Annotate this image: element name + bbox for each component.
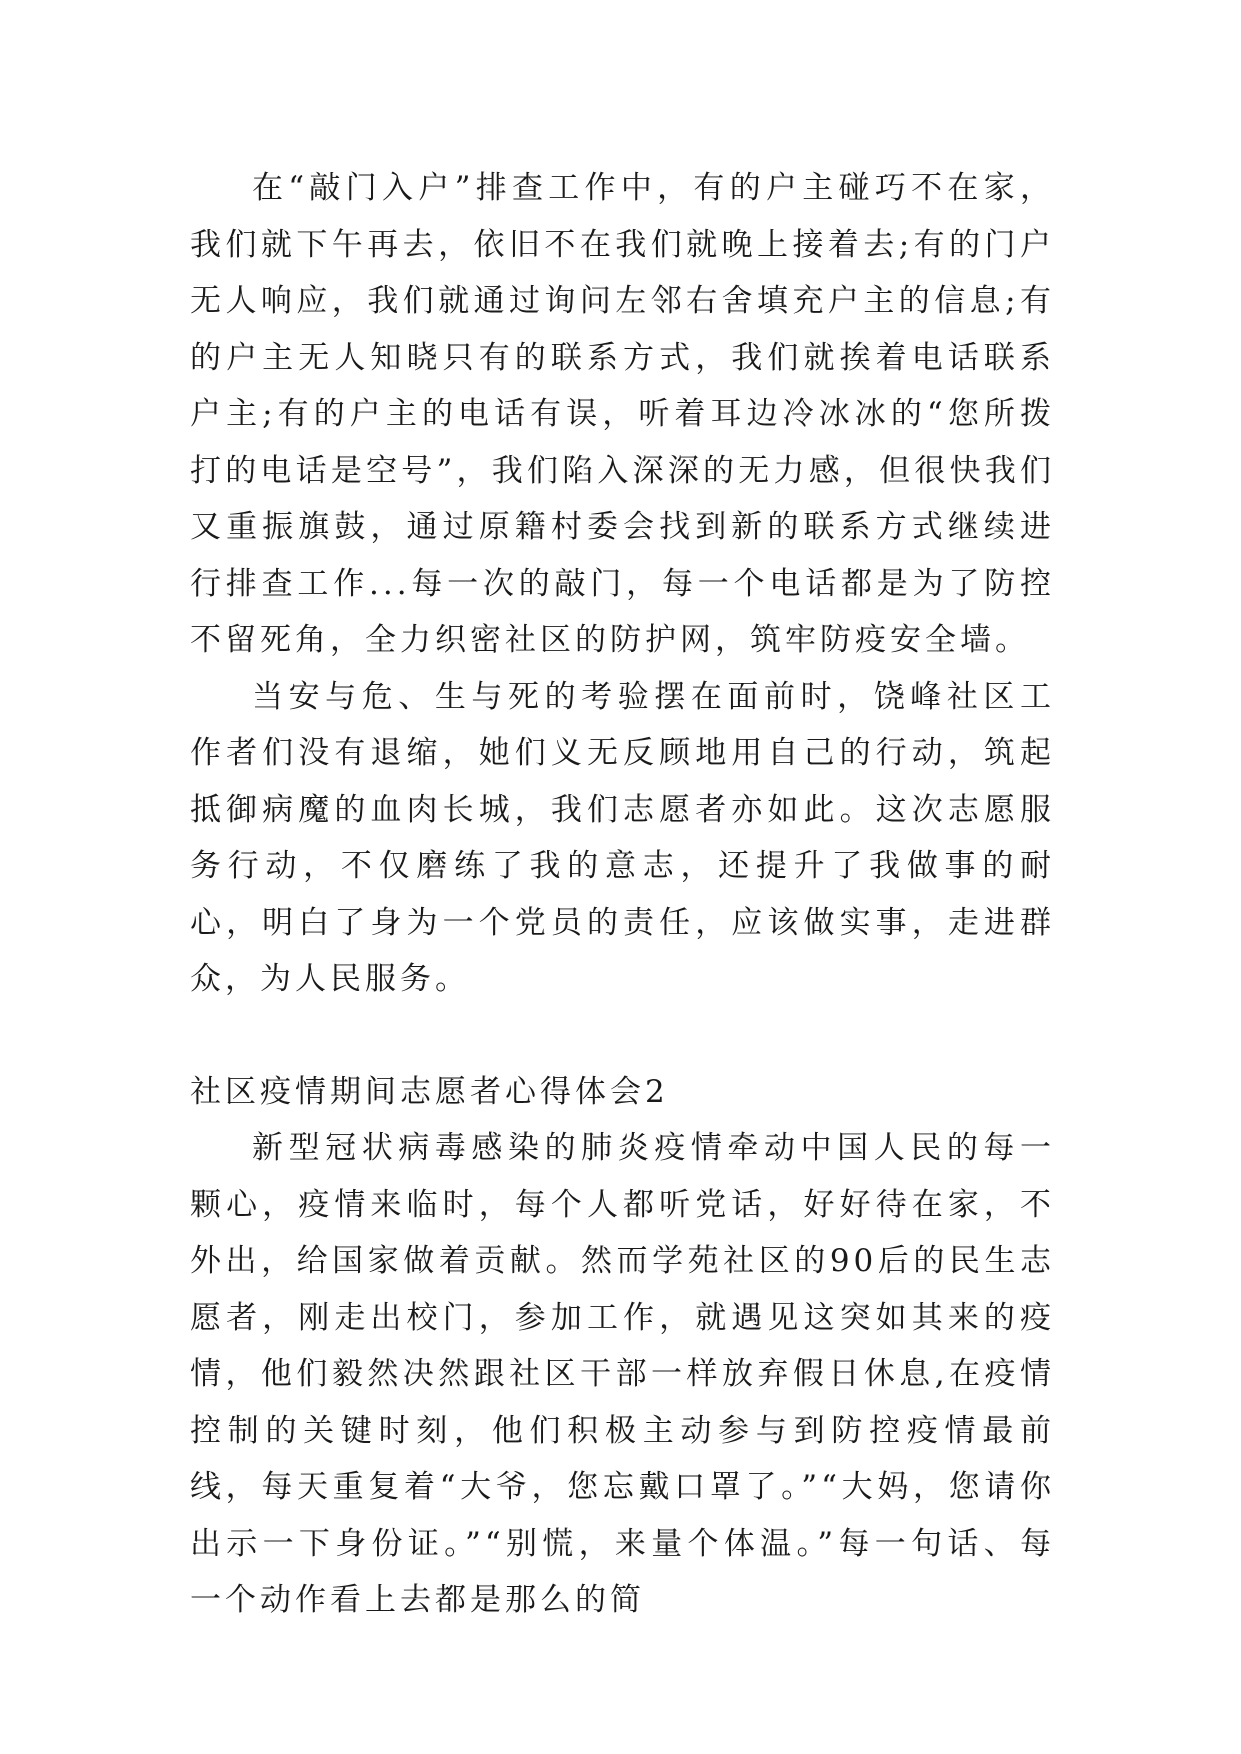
- paragraph-volunteer-reflection: 当安与危、生与死的考验摆在面前时，饶峰社区工作者们没有退缩，她们义无反顾地用自己的行动，筑起抵御病魔的血肉长城，我们志愿者亦如此。这次志愿服务行动，不仅磨练了我的意志，还提升了我做事的耐心，明白了身为一个党员的责任，应该做实事，走进群众，为人民服务。: [190, 678, 1055, 997]
- section-heading: 社区疫情期间志愿者心得体会2: [190, 1073, 669, 1110]
- document-body: [190, 160, 1055, 1629]
- paragraph-door-to-door-screening: 在“敲门入户”排查工作中，有的户主碰巧不在家，我们就下午再去，依旧不在我们就晚上接着去;有的门户无人响应，我们就通过询问左邻右舍填充户主的信息;有的户主无人知晓只有的联系方式，我们就挨着电话联系户主;有的户主的电话有误，听着耳边冷冰冰的“您所拨打的电话是空号”，我们陷入深深的无力感，但很快我们又重振旗鼓，通过原籍村委会找到新的联系方式继续进行排查工作...每一次的敲门，每一个电话都是为了防控不留死角，全力织密社区的防护网，筑牢防疫安全墙。: [190, 170, 1055, 658]
- paragraph-post90-volunteers: 新型冠状病毒感染的肺炎疫情牵动中国人民的每一颗心，疫情来临时，每个人都听党话，好好待在家，不外出，给国家做着贡献。然而学苑社区的90后的民生志愿者，刚走出校门，参加工作，就遇见这突如其来的疫情，他们毅然决然跟社区干部一样放弃假日休息,在疫情控制的关键时刻，他们积极主动参与到防控疫情最前线，每天重复着“大爷，您忘戴口罩了。”“大妈，您请你出示一下身份证。”“别慌，来量个体温。”每一句话、每一个动作看上去都是那么的简: [190, 1130, 1055, 1618]
